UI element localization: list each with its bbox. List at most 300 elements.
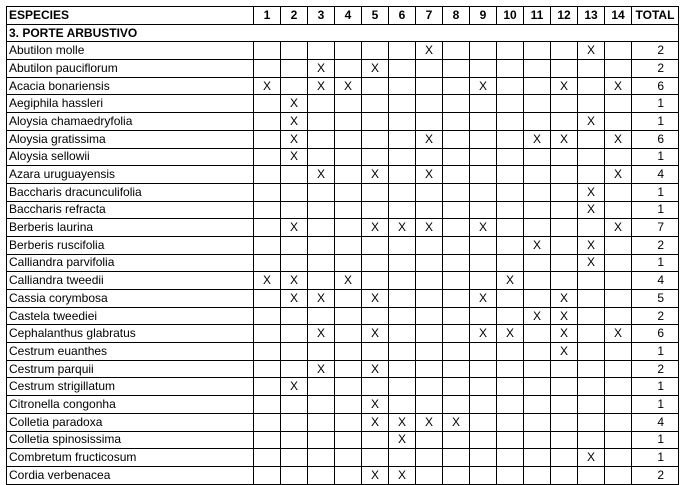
- presence-cell-13: [578, 343, 605, 361]
- species-name: Castela tweediei: [7, 307, 254, 325]
- species-table: [6, 6, 679, 485]
- presence-cell-11: [524, 219, 551, 237]
- presence-cell-13: [578, 95, 605, 113]
- presence-cell-5: X: [362, 219, 389, 237]
- presence-cell-4: [335, 219, 362, 237]
- presence-cell-6: [389, 396, 416, 414]
- presence-cell-2: [281, 431, 308, 449]
- presence-cell-12: [551, 95, 578, 113]
- presence-cell-7: [416, 466, 443, 484]
- presence-cell-8: [443, 236, 470, 254]
- presence-cell-1: [254, 42, 281, 60]
- presence-cell-6: [389, 166, 416, 184]
- presence-cell-10: [497, 95, 524, 113]
- presence-cell-9: [470, 60, 497, 78]
- presence-cell-9: X: [470, 290, 497, 308]
- presence-cell-10: [497, 378, 524, 396]
- presence-cell-7: [416, 290, 443, 308]
- presence-cell-13: X: [578, 42, 605, 60]
- total-cell: 2: [632, 42, 679, 60]
- column-header-3: 3: [308, 7, 335, 25]
- presence-cell-10: X: [497, 325, 524, 343]
- total-cell: 6: [632, 77, 679, 95]
- presence-cell-1: X: [254, 77, 281, 95]
- presence-cell-1: [254, 431, 281, 449]
- presence-cell-3: X: [308, 290, 335, 308]
- presence-cell-4: X: [335, 77, 362, 95]
- presence-cell-1: [254, 290, 281, 308]
- column-header-9: 9: [470, 7, 497, 25]
- presence-cell-13: [578, 396, 605, 414]
- presence-cell-11: [524, 290, 551, 308]
- presence-cell-13: X: [578, 201, 605, 219]
- table-row: [7, 95, 679, 113]
- column-header-1: 1: [254, 7, 281, 25]
- presence-cell-14: [605, 290, 632, 308]
- presence-cell-2: [281, 343, 308, 361]
- species-name: Cestrum strigillatum: [7, 378, 254, 396]
- presence-cell-4: [335, 343, 362, 361]
- presence-cell-8: [443, 343, 470, 361]
- presence-cell-4: [335, 396, 362, 414]
- presence-cell-10: [497, 413, 524, 431]
- total-cell: 1: [632, 201, 679, 219]
- presence-cell-3: [308, 236, 335, 254]
- presence-cell-9: [470, 113, 497, 131]
- presence-cell-11: [524, 148, 551, 166]
- presence-cell-4: [335, 183, 362, 201]
- presence-cell-13: [578, 272, 605, 290]
- table-row: [7, 325, 679, 343]
- presence-cell-1: [254, 307, 281, 325]
- presence-cell-7: [416, 343, 443, 361]
- presence-cell-8: [443, 307, 470, 325]
- presence-cell-4: [335, 113, 362, 131]
- presence-cell-9: [470, 343, 497, 361]
- presence-cell-3: [308, 466, 335, 484]
- presence-cell-3: [308, 378, 335, 396]
- presence-cell-7: [416, 60, 443, 78]
- presence-cell-10: [497, 166, 524, 184]
- presence-cell-13: [578, 219, 605, 237]
- presence-cell-8: [443, 42, 470, 60]
- presence-cell-1: X: [254, 272, 281, 290]
- presence-cell-3: [308, 183, 335, 201]
- presence-cell-6: [389, 343, 416, 361]
- total-column-header: TOTAL: [632, 7, 679, 25]
- table-row: [7, 343, 679, 361]
- presence-cell-7: [416, 449, 443, 467]
- presence-cell-10: [497, 113, 524, 131]
- total-cell: 2: [632, 360, 679, 378]
- table-row: [7, 431, 679, 449]
- presence-cell-2: [281, 42, 308, 60]
- presence-cell-5: X: [362, 466, 389, 484]
- table-row: [7, 42, 679, 60]
- presence-cell-1: [254, 113, 281, 131]
- table-row: [7, 290, 679, 308]
- table-row: [7, 113, 679, 131]
- presence-cell-6: [389, 236, 416, 254]
- table-row: [7, 360, 679, 378]
- presence-cell-14: [605, 95, 632, 113]
- presence-cell-14: [605, 413, 632, 431]
- presence-cell-12: [551, 42, 578, 60]
- presence-cell-2: X: [281, 219, 308, 237]
- presence-cell-13: [578, 378, 605, 396]
- column-header-5: 5: [362, 7, 389, 25]
- presence-cell-8: [443, 360, 470, 378]
- column-header-14: 14: [605, 7, 632, 25]
- table-row: [7, 272, 679, 290]
- presence-cell-4: [335, 290, 362, 308]
- presence-cell-6: [389, 77, 416, 95]
- presence-cell-5: [362, 449, 389, 467]
- presence-cell-4: [335, 449, 362, 467]
- presence-cell-8: [443, 148, 470, 166]
- presence-cell-12: [551, 360, 578, 378]
- species-name: Cephalanthus glabratus: [7, 325, 254, 343]
- presence-cell-10: [497, 360, 524, 378]
- presence-cell-1: [254, 201, 281, 219]
- species-name: Cestrum euanthes: [7, 343, 254, 361]
- presence-cell-11: [524, 201, 551, 219]
- presence-cell-4: [335, 360, 362, 378]
- total-cell: 4: [632, 272, 679, 290]
- presence-cell-2: [281, 325, 308, 343]
- presence-cell-6: [389, 272, 416, 290]
- presence-cell-1: [254, 130, 281, 148]
- presence-cell-9: [470, 166, 497, 184]
- presence-cell-14: [605, 272, 632, 290]
- presence-cell-11: [524, 325, 551, 343]
- presence-cell-12: X: [551, 77, 578, 95]
- species-name: Abutilon molle: [7, 42, 254, 60]
- column-header-11: 11: [524, 7, 551, 25]
- presence-cell-11: [524, 431, 551, 449]
- section-row: [7, 24, 679, 42]
- presence-cell-12: [551, 254, 578, 272]
- presence-cell-12: X: [551, 307, 578, 325]
- presence-cell-7: [416, 148, 443, 166]
- presence-cell-12: X: [551, 290, 578, 308]
- presence-cell-1: [254, 166, 281, 184]
- presence-cell-9: [470, 148, 497, 166]
- presence-cell-9: [470, 42, 497, 60]
- total-cell: 1: [632, 396, 679, 414]
- presence-cell-10: [497, 254, 524, 272]
- presence-cell-11: X: [524, 236, 551, 254]
- presence-cell-11: [524, 183, 551, 201]
- presence-cell-12: [551, 166, 578, 184]
- presence-cell-1: [254, 378, 281, 396]
- total-cell: 1: [632, 95, 679, 113]
- presence-cell-3: [308, 42, 335, 60]
- presence-cell-1: [254, 95, 281, 113]
- species-column-header: ESPECIES: [7, 7, 254, 25]
- presence-cell-3: X: [308, 166, 335, 184]
- presence-cell-10: [497, 466, 524, 484]
- presence-cell-6: [389, 449, 416, 467]
- presence-cell-9: [470, 272, 497, 290]
- presence-cell-9: [470, 413, 497, 431]
- presence-cell-5: [362, 236, 389, 254]
- presence-cell-2: [281, 183, 308, 201]
- species-name: Abutilon pauciflorum: [7, 60, 254, 78]
- presence-cell-9: [470, 449, 497, 467]
- presence-cell-14: [605, 466, 632, 484]
- presence-cell-13: [578, 130, 605, 148]
- table-row: [7, 254, 679, 272]
- presence-cell-2: [281, 201, 308, 219]
- presence-cell-6: X: [389, 431, 416, 449]
- presence-cell-12: X: [551, 325, 578, 343]
- presence-cell-4: [335, 378, 362, 396]
- presence-cell-14: [605, 42, 632, 60]
- presence-cell-7: X: [416, 130, 443, 148]
- presence-cell-14: [605, 201, 632, 219]
- presence-cell-7: [416, 307, 443, 325]
- species-name: Citronella congonha: [7, 396, 254, 414]
- presence-cell-7: [416, 236, 443, 254]
- table-row: [7, 219, 679, 237]
- presence-cell-8: [443, 272, 470, 290]
- column-header-6: 6: [389, 7, 416, 25]
- presence-cell-8: [443, 325, 470, 343]
- presence-cell-8: [443, 183, 470, 201]
- presence-cell-14: [605, 431, 632, 449]
- species-name: Colletia spinosissima: [7, 431, 254, 449]
- presence-cell-1: [254, 219, 281, 237]
- presence-cell-8: [443, 466, 470, 484]
- presence-cell-4: [335, 307, 362, 325]
- presence-cell-9: [470, 396, 497, 414]
- presence-cell-9: [470, 378, 497, 396]
- presence-cell-5: X: [362, 360, 389, 378]
- presence-cell-4: [335, 431, 362, 449]
- presence-cell-3: [308, 431, 335, 449]
- presence-cell-10: [497, 290, 524, 308]
- table-row: [7, 396, 679, 414]
- presence-cell-8: [443, 396, 470, 414]
- presence-cell-6: [389, 290, 416, 308]
- species-name: Cassia corymbosa: [7, 290, 254, 308]
- presence-cell-4: [335, 254, 362, 272]
- presence-cell-4: [335, 466, 362, 484]
- presence-cell-5: [362, 431, 389, 449]
- presence-cell-13: [578, 466, 605, 484]
- presence-cell-7: [416, 396, 443, 414]
- presence-cell-7: [416, 254, 443, 272]
- presence-cell-5: [362, 343, 389, 361]
- presence-cell-13: [578, 413, 605, 431]
- species-name: Combretum fructicosum: [7, 449, 254, 467]
- presence-cell-14: [605, 148, 632, 166]
- presence-cell-8: [443, 378, 470, 396]
- presence-cell-7: X: [416, 413, 443, 431]
- presence-cell-5: [362, 272, 389, 290]
- presence-cell-1: [254, 360, 281, 378]
- presence-cell-5: X: [362, 325, 389, 343]
- presence-cell-3: X: [308, 77, 335, 95]
- presence-cell-11: [524, 378, 551, 396]
- presence-cell-10: [497, 343, 524, 361]
- presence-cell-3: [308, 413, 335, 431]
- presence-cell-8: [443, 113, 470, 131]
- presence-cell-3: [308, 272, 335, 290]
- presence-cell-2: [281, 60, 308, 78]
- presence-cell-2: [281, 77, 308, 95]
- presence-cell-11: [524, 396, 551, 414]
- presence-cell-9: [470, 95, 497, 113]
- presence-cell-12: X: [551, 343, 578, 361]
- total-cell: 1: [632, 343, 679, 361]
- presence-cell-13: X: [578, 183, 605, 201]
- presence-cell-8: [443, 254, 470, 272]
- table-row: [7, 466, 679, 484]
- presence-cell-13: [578, 431, 605, 449]
- presence-cell-14: X: [605, 219, 632, 237]
- presence-cell-12: [551, 396, 578, 414]
- presence-cell-14: [605, 254, 632, 272]
- presence-cell-1: [254, 325, 281, 343]
- presence-cell-5: [362, 183, 389, 201]
- total-cell: 7: [632, 219, 679, 237]
- presence-cell-10: [497, 201, 524, 219]
- presence-cell-1: [254, 396, 281, 414]
- presence-cell-11: [524, 360, 551, 378]
- presence-cell-7: [416, 272, 443, 290]
- total-cell: 4: [632, 166, 679, 184]
- presence-cell-6: [389, 201, 416, 219]
- total-cell: 2: [632, 466, 679, 484]
- presence-cell-5: [362, 148, 389, 166]
- presence-cell-2: X: [281, 95, 308, 113]
- presence-cell-14: [605, 343, 632, 361]
- presence-cell-6: X: [389, 466, 416, 484]
- species-name: Aloysia gratissima: [7, 130, 254, 148]
- presence-cell-2: [281, 396, 308, 414]
- presence-cell-10: [497, 148, 524, 166]
- column-header-4: 4: [335, 7, 362, 25]
- presence-cell-5: X: [362, 60, 389, 78]
- presence-cell-2: X: [281, 113, 308, 131]
- presence-cell-3: [308, 343, 335, 361]
- table-row: [7, 413, 679, 431]
- presence-cell-3: X: [308, 325, 335, 343]
- table-row: [7, 449, 679, 467]
- presence-cell-1: [254, 254, 281, 272]
- presence-cell-11: [524, 113, 551, 131]
- presence-cell-14: [605, 396, 632, 414]
- total-cell: 1: [632, 183, 679, 201]
- presence-cell-12: [551, 60, 578, 78]
- presence-cell-12: [551, 449, 578, 467]
- presence-cell-1: [254, 183, 281, 201]
- presence-cell-6: [389, 360, 416, 378]
- column-header-12: 12: [551, 7, 578, 25]
- presence-cell-9: [470, 431, 497, 449]
- presence-cell-10: [497, 307, 524, 325]
- presence-cell-7: [416, 183, 443, 201]
- presence-cell-11: [524, 60, 551, 78]
- presence-cell-12: [551, 413, 578, 431]
- table-row: [7, 236, 679, 254]
- presence-cell-2: X: [281, 148, 308, 166]
- presence-cell-7: [416, 113, 443, 131]
- species-name: Berberis ruscifolia: [7, 236, 254, 254]
- presence-cell-14: [605, 113, 632, 131]
- presence-cell-13: [578, 307, 605, 325]
- presence-cell-4: [335, 325, 362, 343]
- table-row: [7, 183, 679, 201]
- total-cell: 5: [632, 290, 679, 308]
- presence-cell-11: [524, 343, 551, 361]
- table-row: [7, 60, 679, 78]
- presence-cell-14: X: [605, 166, 632, 184]
- presence-cell-6: [389, 378, 416, 396]
- presence-cell-6: X: [389, 413, 416, 431]
- presence-cell-5: X: [362, 396, 389, 414]
- species-name: Aegiphila hassleri: [7, 95, 254, 113]
- presence-cell-13: [578, 166, 605, 184]
- presence-cell-3: [308, 219, 335, 237]
- presence-cell-14: [605, 378, 632, 396]
- presence-cell-6: [389, 42, 416, 60]
- presence-cell-2: [281, 254, 308, 272]
- presence-cell-14: X: [605, 77, 632, 95]
- presence-cell-2: [281, 449, 308, 467]
- presence-cell-14: [605, 183, 632, 201]
- column-header-7: 7: [416, 7, 443, 25]
- presence-cell-11: [524, 77, 551, 95]
- presence-cell-4: [335, 95, 362, 113]
- presence-cell-10: [497, 396, 524, 414]
- presence-cell-12: [551, 378, 578, 396]
- presence-cell-9: [470, 466, 497, 484]
- presence-cell-14: [605, 449, 632, 467]
- total-cell: 6: [632, 325, 679, 343]
- presence-cell-6: [389, 130, 416, 148]
- presence-cell-6: [389, 60, 416, 78]
- presence-cell-3: [308, 148, 335, 166]
- presence-cell-3: [308, 95, 335, 113]
- presence-cell-7: X: [416, 166, 443, 184]
- presence-cell-10: X: [497, 272, 524, 290]
- presence-cell-3: [308, 113, 335, 131]
- presence-cell-10: [497, 130, 524, 148]
- species-name: Aloysia sellowii: [7, 148, 254, 166]
- presence-cell-14: X: [605, 130, 632, 148]
- presence-cell-13: X: [578, 113, 605, 131]
- presence-cell-12: [551, 113, 578, 131]
- presence-cell-3: [308, 130, 335, 148]
- presence-cell-8: [443, 219, 470, 237]
- presence-cell-8: [443, 130, 470, 148]
- presence-cell-5: [362, 95, 389, 113]
- species-name: Cordia verbenacea: [7, 466, 254, 484]
- presence-cell-10: [497, 219, 524, 237]
- presence-cell-12: [551, 466, 578, 484]
- presence-cell-3: [308, 254, 335, 272]
- presence-cell-6: [389, 95, 416, 113]
- table-row: [7, 148, 679, 166]
- presence-cell-4: [335, 42, 362, 60]
- presence-cell-1: [254, 413, 281, 431]
- presence-cell-9: X: [470, 219, 497, 237]
- presence-cell-13: [578, 148, 605, 166]
- presence-cell-1: [254, 60, 281, 78]
